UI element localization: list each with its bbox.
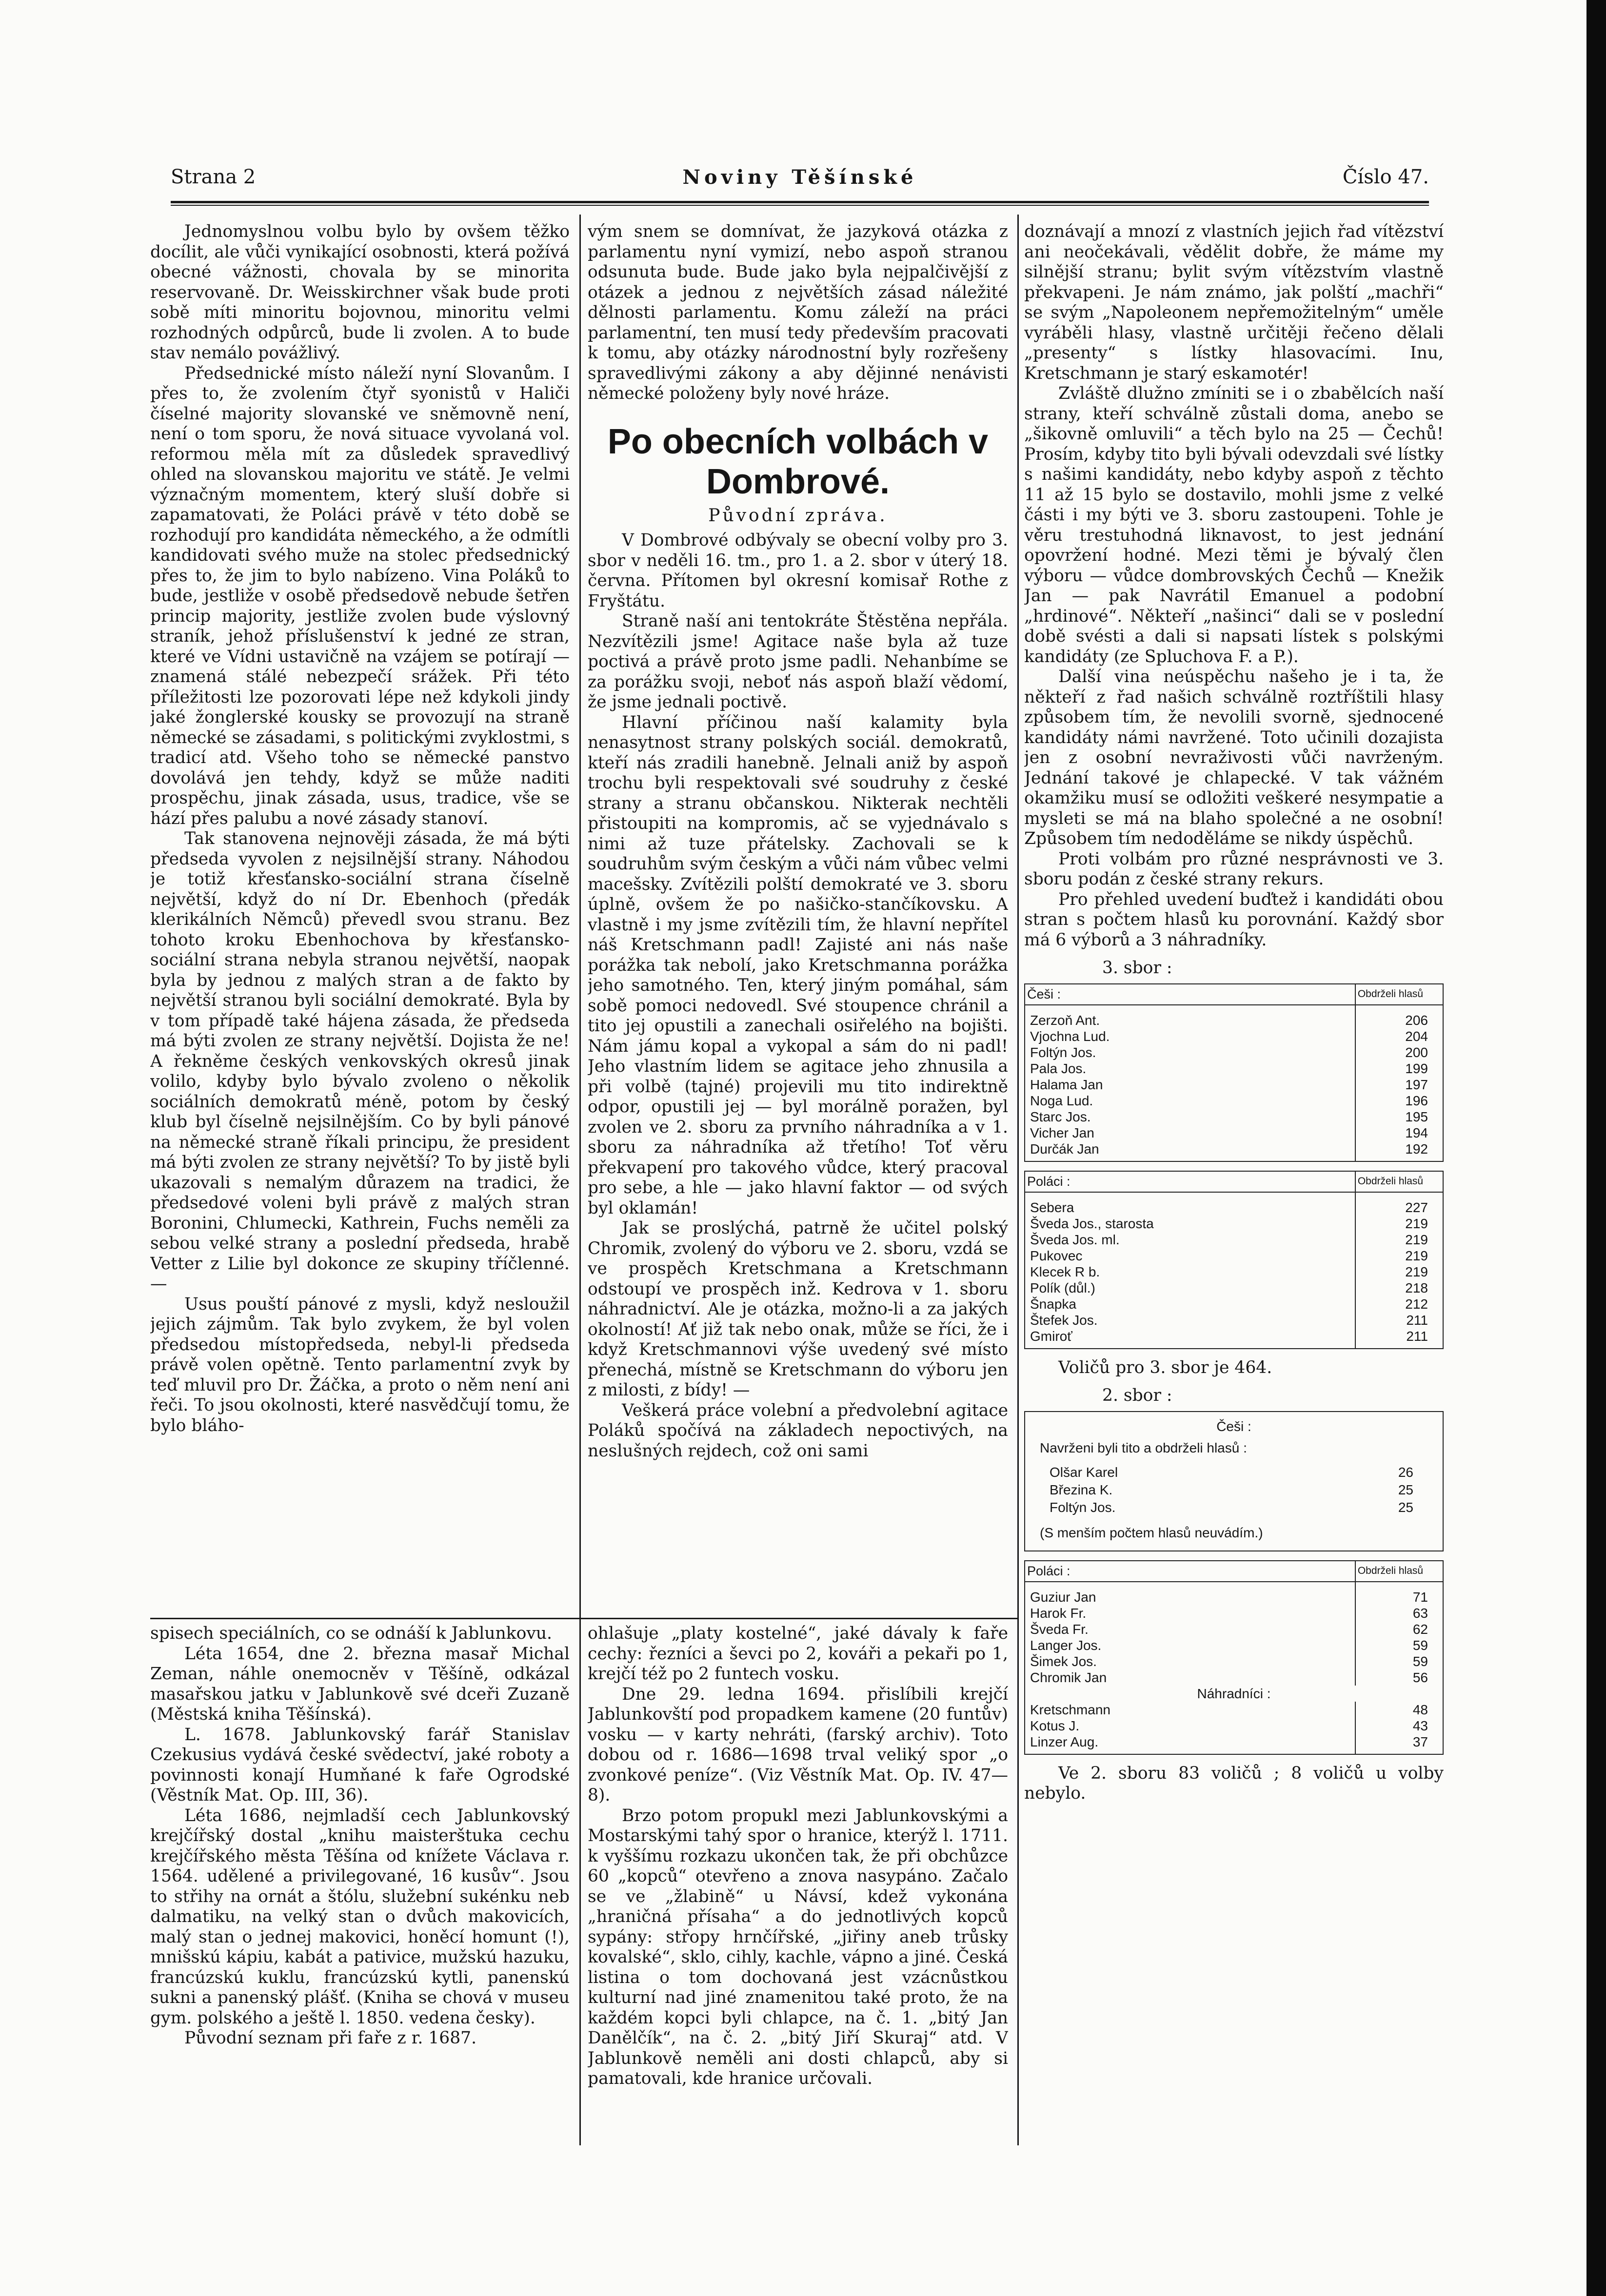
candidate-name: Kretschmann: [1025, 1702, 1355, 1718]
section-rule: [150, 1618, 1017, 1619]
sbor3-czech-table: [1024, 983, 1444, 1162]
table-row: [1025, 1669, 1443, 1686]
newspaper-title: Noviny Těšínské: [682, 166, 917, 189]
article-headline: Po obecních volbách v Dombrové.: [607, 422, 989, 501]
paragraph: Předsednické místo náleží nyní Slovanům. I přes to, že zvolením čtyř syonistů v Haliči číselné majority slovanské ve sněmovně není, není o tom sporu, že nová situace vyvolaná vol. reformou měla mít za důsledek spravedlivý ohled na slovanskou majoritu ve státě. Je velmi význačným momentem, který sluší dobře si zapamatovati, že Poláci právě v této době se rozhodují pro kandidáta německého, a že odmítli kandidovati svého muže na stolec předsednický přes to, že jim to bylo nabízeno. Vina Poláků to bude, jestliže v osobě předsedově nebude šetřen princip majority, jestliže zvolen bude výslovný straník, jehož příslušenství k jedné ze stran, které ve Vídni ustavičně na vzájem se potírají — znamená stálé nebezpečí srážek. Při této příležitosti lze pozorovati lépe než kdykoli jindy jaké žonglerské kousky se provozují na straně německé se zásadami, s politickými zvyklostmi, s tradicí atd. Všeho toho se německé panstvo dovolává jen tehdy, když se může naditi prospěchu, jinak zásada, usus, tradice, vše se hází přes palubu a nové zásady stanoví.: [150, 363, 570, 828]
table-row: [1025, 1216, 1443, 1232]
page-header: [171, 166, 1429, 200]
table-row: [1025, 1192, 1443, 1216]
table-row: [1025, 1232, 1443, 1248]
table-row: [1025, 1312, 1443, 1328]
candidate-name: Halama Jan: [1025, 1077, 1355, 1093]
vote-count: 26: [1398, 1464, 1413, 1480]
vote-count: 25: [1398, 1482, 1413, 1497]
table-header: Obdrželi hlasů: [1355, 1561, 1443, 1582]
vote-count: 212: [1355, 1296, 1443, 1312]
issue-number: Číslo 47.: [1342, 166, 1429, 188]
vote-count: 63: [1355, 1605, 1443, 1621]
sbor2-voters: Ve 2. sboru 83 voličů ; 8 voličů u volby nebylo.: [1024, 1763, 1444, 1803]
paragraph: Dne 29. ledna 1694. přislíbili krejčí Jablunkovští pod propadkem kamene (20 funtův) vosku — v karty nehráti, (farský archiv). Toto dobou od r. 1686—1698 trval veliký spor „o zvonkové peníze“. (Viz Věstník Mat. Op. IV. 47—8).: [588, 1684, 1008, 1805]
table-row: [1025, 1686, 1443, 1702]
paragraph: V Dombrové odbývaly se obecní volby pro 3. sbor v neděli 16. tm., pro 1. a 2. sbor v úterý 18. června. Přítomen byl okresní komisař Rothe z Fryštátu.: [588, 530, 1008, 611]
candidate-name: Sebera: [1025, 1192, 1355, 1216]
vote-count: 197: [1355, 1077, 1443, 1093]
column-rule-1: [579, 215, 581, 1614]
table-row: [1025, 1296, 1443, 1312]
table-header: Češi :: [1216, 1418, 1251, 1434]
table-row: [1025, 1109, 1443, 1125]
paragraph: Brzo potom propukl mezi Jablunkovskými a Mostarskými tahý spor o hranice, kterýž l. 1711. k vyššímu rozkazu ukončen tak, že při obchůzce 60 „kopců“ otevřeno a znova nasypáno. Začalo se ve „žlabině“ u Návsí, kdež vykonána „hraničná přísaha“ a do jednotlivých kopců sypány: střopy hrnčířské, „jiřiny aneb trůsky kovalské“, sklo, cihly, kachle, vápno a jiné. Česká listina o tom dochovaná jest vzácnůstkou kulturní nad jiné znamenitou také proto, že na každém kopci byli chlapce, na č. 1. „bitý Jan Danělčík“, na č. 2. „bitý Jiří Skuraj“ atd. V Jablunkově neměli ani dosti chlapců, aby si pamatovali, kde hranice určovali.: [588, 1805, 1008, 2088]
candidate-name: Šnapka: [1025, 1296, 1355, 1312]
candidate-name: Guziur Jan: [1025, 1582, 1355, 1605]
paragraph: Straně naší ani tentokráte Štěstěna nepřála. Nezvítězili jsme! Agitace naše byla až tuze poctivá a právě proto jsme padli. Nehanbíme se za porážku svoji, neboť nás aspoň blaží vědomí, že jsme jednali poctivě.: [588, 611, 1008, 712]
table-row: [1025, 1077, 1443, 1093]
candidate-name: Březina K.: [1050, 1482, 1113, 1497]
sbor3-label: 3. sbor :: [1102, 958, 1172, 978]
table-row: [1025, 1734, 1443, 1754]
vote-count: 206: [1355, 1005, 1443, 1028]
paragraph: doznávají a mnozí z vlastních jejich řad vítězství ani neočekávali, vědělit dobře, že máme my silnější stranu; bylit svým vítězstvím vlastně překvapeni. Je nám známo, jak polští „machři“ se svým „Napoleonem nepřemožitelným“ uměle vyráběli hlasy, vlastně určitěji řečeno dělali „presenty“ s lístky hlasovacími. Inu, Kretschmann je starý eskamotér!: [1024, 222, 1444, 383]
paragraph: L. 1678. Jablunkovský farář Stanislav Czekusius vydává české svědectví, jaké roboty a povinnosti konají Humňané k faře Ogrodské (Věstník Mat. Op. III, 36).: [150, 1725, 570, 1805]
vote-count: 25: [1398, 1499, 1413, 1515]
table-row: [1025, 1093, 1443, 1109]
sbor2-label: 2. sbor :: [1102, 1386, 1172, 1405]
sbor3-voters: Voličů pro 3. sbor je 464.: [1058, 1357, 1272, 1377]
column-rule-2: [1017, 215, 1019, 2145]
page-number: Strana 2: [171, 166, 256, 188]
vote-count: 204: [1355, 1028, 1443, 1044]
table-row: [1025, 1280, 1443, 1296]
paragraph: Původní seznam při faře z r. 1687.: [184, 2028, 477, 2048]
table-row: [1025, 1718, 1443, 1734]
table-row: [1025, 1653, 1443, 1669]
subheader-cell: Náhradníci :: [1025, 1686, 1443, 1702]
vote-count: 219: [1355, 1264, 1443, 1280]
candidate-name: Langer Jos.: [1025, 1637, 1355, 1653]
candidate-name: Klecek R b.: [1025, 1264, 1355, 1280]
candidate-name: Šveda Jos. ml.: [1025, 1232, 1355, 1248]
vote-count: 194: [1355, 1125, 1443, 1141]
candidate-name: Foltýn Jos.: [1050, 1499, 1116, 1515]
paragraph: Léta 1686, nejmladší cech Jablunkovský krejčířský dostal „knihu maisterštuka cechu krejčířského města Těšína od knížete Václava r. 1564. udělené a privilegované, 16 kusův“. Jsou to střihy na ornát a štólu, služební sukénku neb dalmatiku, na velký stan o dvůch makovicích, malý stan o jednej makovici, honěcí homunt (!), mnišskú kápiu, kabát a pativice, mužskú hazuku, francúzskú kuklu, francúzskú kytli, panenskú sukni a panenský plášť. (Kniha se chová v museu gym. polského a ještě l. 1850. vedena česky).: [150, 1805, 570, 2028]
table-row: [1025, 1141, 1443, 1161]
candidate-name: Šveda Fr.: [1025, 1621, 1355, 1637]
table-row: [1025, 1248, 1443, 1264]
table-header: Poláci :: [1025, 1171, 1355, 1192]
candidate-name: Pala Jos.: [1025, 1060, 1355, 1077]
vote-count: 227: [1355, 1192, 1443, 1216]
vote-count: 211: [1355, 1312, 1443, 1328]
sbor2-czech-box: [1024, 1411, 1444, 1551]
paragraph: spisech speciálních, co se odnáší k Jablunkovu.: [150, 1624, 553, 1643]
paragraph: Zvláště dlužno zmíniti se i o zbabělcích naší strany, kteří schválně zůstali doma, anebo se „šikovně omluvili“ a těch bylo na 25 — Čechů! Prosím, kdyby tito byli bývali odevzdali své lístky s našimi kandidáty, nebo kdyby aspoň z těchto 11 až 15 bylo se dostavilo, mohli jsme z velké části i my býti ve 3. sboru zastoupeni. Tohle je věru trestuhodná liknavost, to jest jednání opovržení hodné. Mezi těmi je bývalý člen výboru — vůdce dombrovských Čechů — Knežik Jan — pak Navrátil Emanuel a podobní „hrdinové“. Někteří „našinci“ dali se v poslední době svésti a dali si napsati lístek s polskými kandidáty (ze Spluchova F. a P.).: [1024, 384, 1444, 667]
paragraph: Léta 1654, dne 2. března masař Michal Zeman, náhle onemocněv v Těšíně, odkázal masařskou jatku v Jablunkově své dceři Zuzaně (Městská kniha Těšínská).: [150, 1644, 570, 1724]
paragraph: Veškerá práce volební a předvolební agitace Poláků spočívá na základech nepoctivých, na neslušných rejdech, což oni sami: [588, 1400, 1008, 1461]
vote-count: 219: [1355, 1216, 1443, 1232]
paragraph: Další vina neúspěchu našeho je i ta, že někteří z řad našich schválně roztříštili hlasy způsobem tím, že nevolili svorně, sjednocené kandidáty námi navržené. Toto učinili dozajista jen z osobní nevraživosti vůči navrženým. Jednání takové je chlapecké. V tak vážném okamžiku musí se odložiti veškeré nesympatie a mysleti se má na blaho společné a ne osobní! Způsobem tím nedoděláme se nikdy úspěchů.: [1024, 667, 1444, 848]
candidate-name: Štefek Jos.: [1025, 1312, 1355, 1328]
sbor2-polish-table: [1024, 1560, 1444, 1755]
table-row: [1025, 1264, 1443, 1280]
table-row: [1025, 1028, 1443, 1044]
header-rule: [171, 201, 1429, 203]
candidate-name: Linzer Aug.: [1025, 1734, 1355, 1754]
table-row: [1025, 1044, 1443, 1060]
vote-count: 37: [1355, 1734, 1443, 1754]
paragraph: Pro přehled uvedení buďtež i kandidáti obou stran s počtem hlasů ku porovnání. Každý sbor má 6 výborů a 3 náhradníky.: [1024, 889, 1444, 950]
table-row: [1025, 1702, 1443, 1718]
column-3: [1024, 222, 1444, 2148]
vote-count: 62: [1355, 1621, 1443, 1637]
candidate-name: Vicher Jan: [1025, 1125, 1355, 1141]
vote-count: 56: [1355, 1669, 1443, 1686]
vote-count: 59: [1355, 1653, 1443, 1669]
vote-count: 200: [1355, 1044, 1443, 1060]
table-row: [1025, 1005, 1443, 1028]
list-item: [1040, 1499, 1428, 1516]
candidate-name: Noga Lud.: [1025, 1093, 1355, 1109]
candidate-name: Polík (důl.): [1025, 1280, 1355, 1296]
table-row: [1025, 1621, 1443, 1637]
vote-count: 192: [1355, 1141, 1443, 1161]
candidate-name: Vjochna Lud.: [1025, 1028, 1355, 1044]
candidate-name: Durčák Jan: [1025, 1141, 1355, 1161]
vote-count: 59: [1355, 1637, 1443, 1653]
list-item: [1040, 1464, 1428, 1481]
vote-count: 219: [1355, 1232, 1443, 1248]
paragraph: Tak stanovena nejnověji zásada, že má býti předseda vyvolen z nejsilnější strany. Náhodou je totiž křesťansko-sociální strana číselně největší, když do ní Dr. Ebenhoch (předák klerikálních Němců) převedl svou stranu. Bez tohoto kroku Ebenhochova by křesťansko-sociální strana nebyla stranou největší, naopak byla by jednou z malých stran a de fakto by největší stranou byli sociální demokraté. Byla by v tom případě také hájena zásada, že předseda má býti zvolen ze strany největší. Dojista že ne! A řekněme českých venkovských okresů jinak volilo, kdyby bylo bývalo zvoleno o několik sociálních demokratů méně, potom by český klub byl číselně nejsilnějším. Co by byli pánové na německé straně říkali principu, že president má býti zvolen ze strany největší? To by jistě byli ukazovali s nemalým důrazem na tradici, že předsedové voleni byli právě z malých stran Boronini, Chlumecki, Kathrein, Fuchs neměli za sebou velké strany a poslední předseda, hrabě Vetter z Lilie byl dokonce ze skupiny tříčlenné. —: [150, 829, 570, 1294]
candidate-name: Šimek Jos.: [1025, 1653, 1355, 1669]
table-header: Poláci :: [1025, 1561, 1355, 1582]
vote-count: 199: [1355, 1060, 1443, 1077]
table-row: [1025, 1125, 1443, 1141]
table-row: [1025, 1582, 1443, 1605]
candidate-name: Harok Fr.: [1025, 1605, 1355, 1621]
table-row: [1025, 1605, 1443, 1621]
paragraph: Jednomyslnou volbu bylo by ovšem těžko docílit, ale vůči vynikající osobnosti, která požívá obecné vážnosti, chovala by se minorita reservovaně. Dr. Weisskirchner však bude proti sobě míti minoritu bojovnou, minoritu velmi rozhodných odpůrců, bude li zvolen. A to bude stav nemálo povážlivý.: [150, 222, 570, 363]
paragraph: Usus pouští pánové z mysli, když nesloužil jejich zájmům. Tak bylo zvykem, že byl volen předsedou místopředseda, nebyl-li předseda právě volen opětně. Tento parlamentní zvyk by teď mluvil pro Dr. Žáčka, a proto o něm není ani řeči. To jsou okolnosti, které nasvědčují tomu, že bylo bláho-: [150, 1294, 570, 1435]
paragraph: vým snem se domnívat, že jazyková otázka z parlamentu nyní vymizí, nebo aspoň stranou odsunuta bude. Bude jako byla nejpalčivější z otázek a jednou z největších zásad náležité dělnosti parlamentu. Komu záleží na práci parlamentní, ten musí tedy především pracovati k tomu, aby otázky národnostní byly rozřešeny spravedlivými zákony a aby dějinné nenávisti německé položeny byly nové hráze.: [588, 222, 1008, 403]
list-item: [1040, 1481, 1428, 1499]
article-subhead: Původní zpráva.: [708, 505, 888, 526]
column-rule-1-lower: [579, 1614, 581, 2145]
candidate-name: Gmiroť: [1025, 1328, 1355, 1349]
table-header: Obdrželi hlasů: [1355, 1171, 1443, 1192]
vote-count: 43: [1355, 1718, 1443, 1734]
vote-count: 196: [1355, 1093, 1443, 1109]
vote-count: 48: [1355, 1702, 1443, 1718]
table-header: Češi :: [1025, 984, 1355, 1005]
candidate-name: Zerzoň Ant.: [1025, 1005, 1355, 1028]
header-rule-thin: [171, 205, 1429, 206]
candidate-name: Olšar Karel: [1050, 1464, 1118, 1480]
candidate-name: Chromik Jan: [1025, 1669, 1355, 1686]
paragraph: Proti volbám pro různé nesprávnosti ve 3. sboru podán z české strany rekurs.: [1024, 849, 1444, 889]
sbor2-note: (S menším počtem hlasů neuvádím.): [1040, 1525, 1263, 1540]
vote-count: 195: [1355, 1109, 1443, 1125]
candidate-name: Šveda Jos., starosta: [1025, 1216, 1355, 1232]
paragraph: Hlavní příčinou naší kalamity byla nenasytnost strany polských sociál. demokratů, kteří nás zradili hanebně. Jelnali aniž by aspoň trochu byli respektovali své soudruhy z české strany a stranu občanskou. Nikterak nechtěli přistoupiti na kompromis, ač se vyjednávalo s nimi až tuze přátelsky. Zachovali se k soudruhům svým českým a vůči nám vůbec velmi macešsky. Zvítězili polští demokraté ve 3. sboru úplně, ovšem že po našičko-stančíkovsku. A vlastně i my jsme zvítězili tím, že hlavní nepřítel náš Kretschmann padl! Zajisté ani nás naše porážka tak nebolí, jako Kretschmanna porážka jeho samotného. Ten, který jiným pomáhal, sám sobě pomoci nedovedl. Své stoupence chránil a tito jej opustili a zanechali osiřelého na bojišti. Nám jámu kopal a vykopal a sám do ni padl! Jeho vlastním lidem se agitace jeho zhnusila a při volbě (tajné) projevili mu tito indirektně odpor, opustili jej — byl morálně poražen, byl zvolen ve 2. sboru za prvního náhradníka a v 1. sboru za náhradníka až třetího! Toť věru překvapení pro takového vůdce, který pracoval pro sebe, a hle — jako hlavní faktor — od svých byl oklamán!: [588, 712, 1008, 1218]
column-2-bottom: [588, 1624, 1008, 2150]
vote-count: 211: [1355, 1328, 1443, 1349]
column-1-top: [150, 222, 570, 1611]
table-header: Obdrželi hlasů: [1355, 984, 1443, 1005]
vote-count: 218: [1355, 1280, 1443, 1296]
candidate-name: Foltýn Jos.: [1025, 1044, 1355, 1060]
table-row: [1025, 1328, 1443, 1349]
candidate-name: Starc Jos.: [1025, 1109, 1355, 1125]
table-row: [1025, 1637, 1443, 1653]
column-2-top: [588, 222, 1008, 1611]
vote-count: 219: [1355, 1248, 1443, 1264]
sbor2-intro: Navrženi byli tito a obdrželi hlasů :: [1040, 1440, 1247, 1455]
candidate-name: Kotus J.: [1025, 1718, 1355, 1734]
paragraph: Jak se proslýchá, patrně že učitel polský Chromik, zvolený do výboru ve 2. sboru, vzdá se ve prospěch Kretschmana a Kretschmann odstoupí ve prospěch inž. Kedrova v 1. sboru náhradnictví. Ale je otázka, možno-li a za jakých okolností! Ať již tak nebo onak, může se říci, že i když Kretschmannovi výše uvedený své místo přenechá, místně se Kretschmann do výboru jen z milosti, z bídy! —: [588, 1218, 1008, 1400]
column-1-bottom: [150, 1624, 570, 2150]
table-row: [1025, 1060, 1443, 1077]
candidate-name: Pukovec: [1025, 1248, 1355, 1264]
vote-count: 71: [1355, 1582, 1443, 1605]
paragraph: ohlašuje „platy kostelné“, jaké dávaly k faře cechy: řezníci a ševci po 2, kováři a pekaři po 1, krejčí též po 2 funtech vosku.: [588, 1624, 1008, 1684]
scan-edge: [1586, 0, 1606, 2296]
sbor3-polish-table: [1024, 1171, 1444, 1349]
